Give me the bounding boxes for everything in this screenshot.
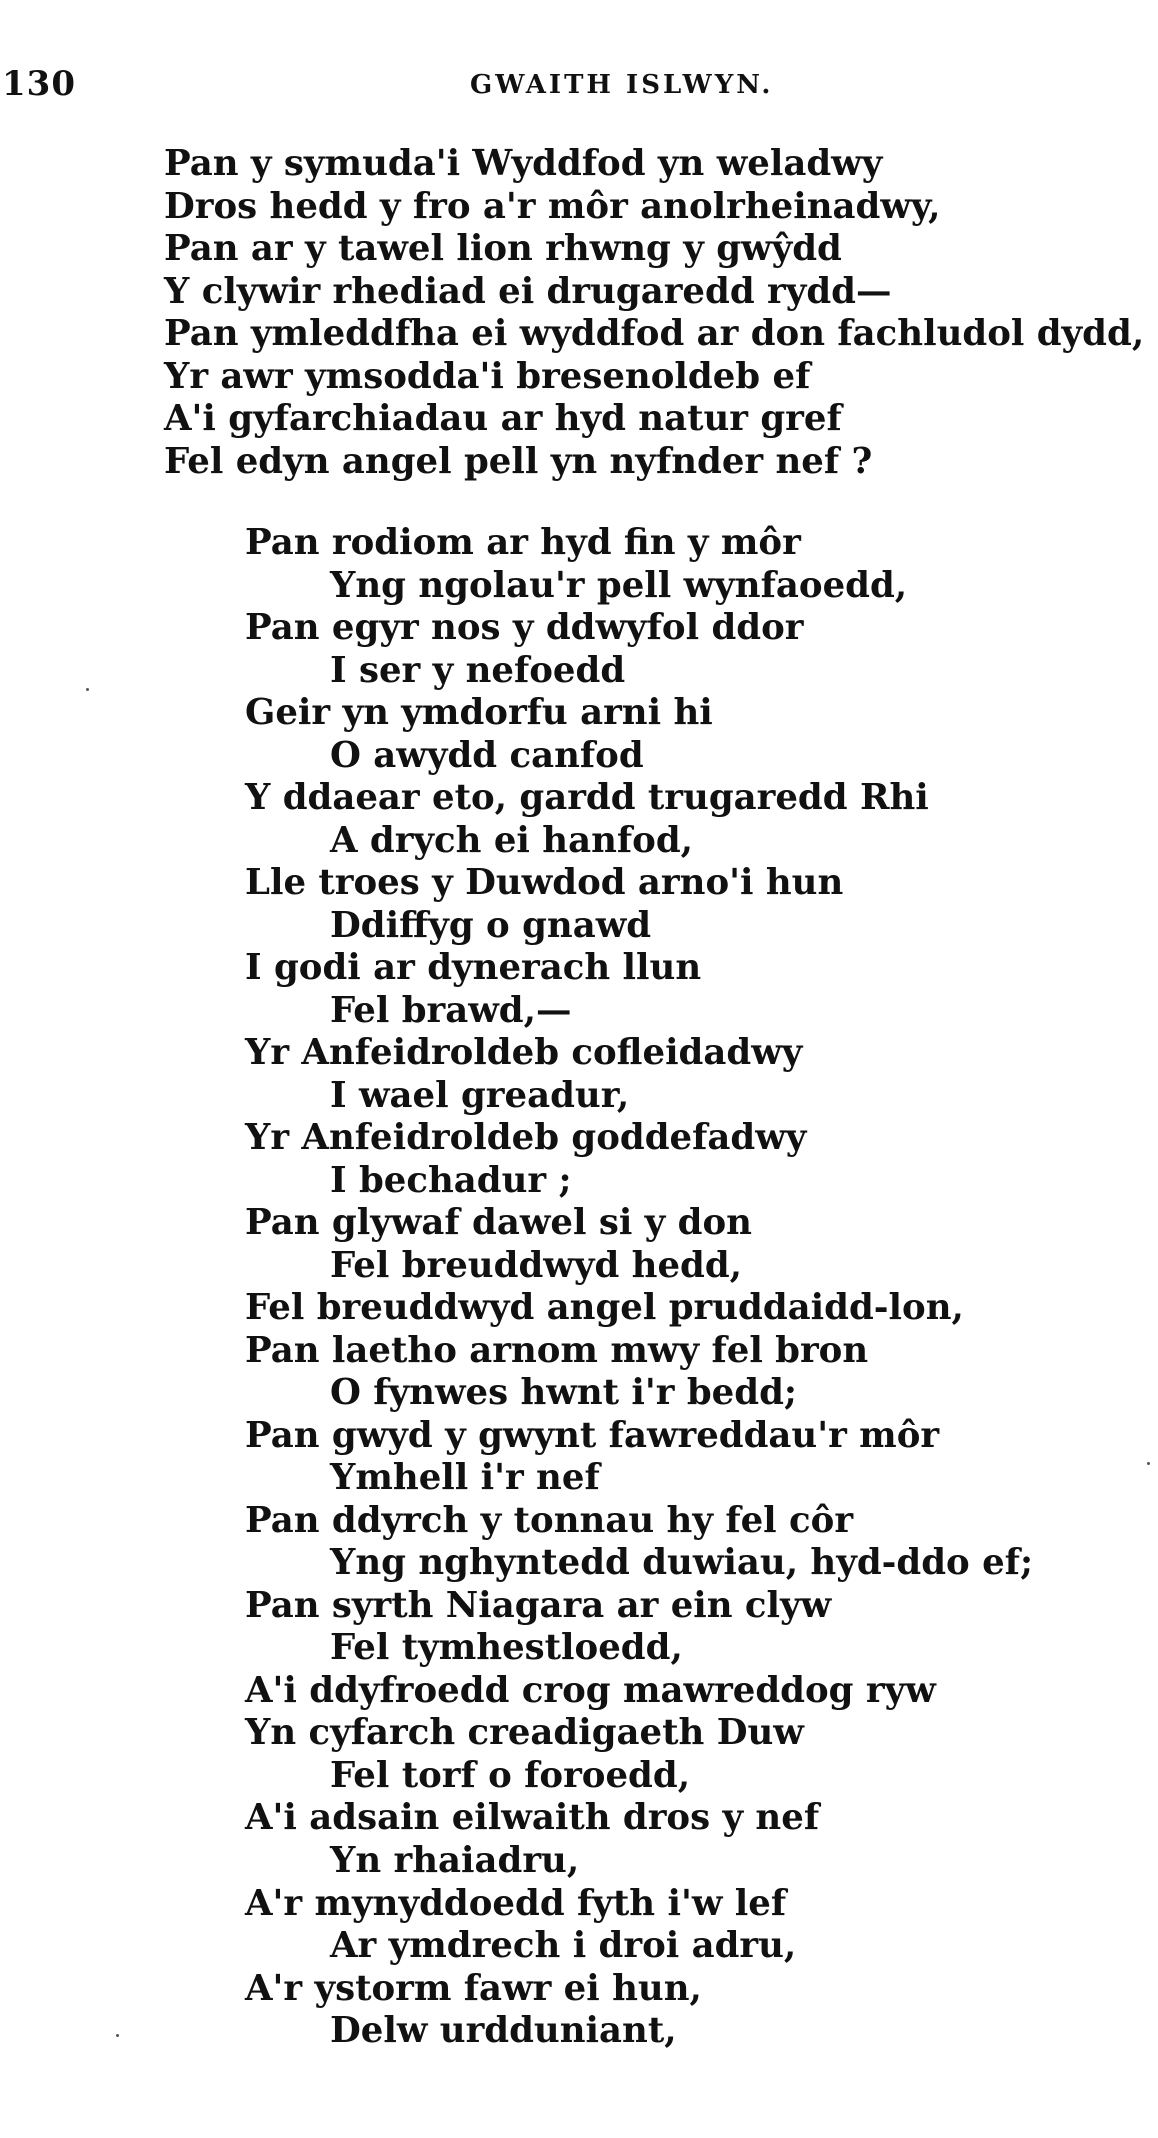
stanza-1 [164,143,1144,483]
poem-line: Yng nghyntedd duwiau, hyd-ddo ef; [330,1542,1034,1584]
poem-line: Yn cyfarch creadigaeth Duw [245,1712,804,1754]
poem-line: A'i ddyfroedd crog mawreddog ryw [245,1669,936,1711]
poem-line: I ser y nefoedd [330,649,626,691]
poem-line: A'i adsain eilwaith dros y nef [245,1797,820,1839]
poem-line: I godi ar dynerach llun [245,947,702,989]
poem-line: Dros hedd y fro a'r môr anolrheinadwy, [164,185,941,227]
poem-line: O awydd canfod [330,734,644,776]
poem-line: Yr awr ymsodda'i bresenoldeb ef [164,355,811,397]
poem-line: Pan syrth Niagara ar ein clyw [245,1584,832,1626]
ink-speck [1147,1462,1150,1465]
poem-line: Fel tymhestloedd, [330,1627,683,1669]
poem-line: Pan rodiom ar hyd fin y môr [245,522,801,563]
poem-line: Ymhell i'r nef [330,1457,600,1499]
poem-line: Lle troes y Duwdod arno'i hun [245,862,844,904]
poem-line: Pan ar y tawel lion rhwng y gwŷdd [164,228,842,269]
poem-line: Yng ngolau'r pell wynfaoedd, [330,564,908,606]
poem-line: Pan glywaf dawel si y don [245,1202,752,1244]
poem-line: Yr Anfeidroldeb cofleidadwy [245,1032,803,1074]
poem-line: Fel brawd,— [330,989,572,1031]
poem-line: Y ddaear eto, gardd trugaredd Rhi [245,777,929,819]
poem-line: Pan ymleddfha ei wyddfod ar don fachludol dydd, [164,313,1145,354]
poem-line: Geir yn ymdorfu arni hi [245,692,713,734]
poem-line: Fel breuddwyd angel pruddaidd-lon, [245,1287,964,1329]
poem-line: O fynwes hwnt i'r bedd; [330,1372,797,1414]
page-number: 130 [2,64,76,104]
poem-line: A drych ei hanfod, [330,819,694,861]
poem-line: Fel torf o foroedd, [330,1754,691,1796]
running-head [0,64,1158,104]
poem-line: Delw urdduniant, [330,2010,677,2052]
poem-line: Pan y symuda'i Wyddfod yn weladwy [164,143,883,184]
poem-line: Pan laetho arnom mwy fel bron [245,1329,869,1371]
poem-line: A'r mynyddoedd fyth i'w lef [245,1882,787,1924]
poem-line: Pan ddyrch y tonnau hy fel côr [245,1499,854,1541]
poem-line: I bechadur ; [330,1159,572,1201]
poem-line: I wael greadur, [330,1074,630,1116]
poem-line: Pan egyr nos y ddwyfol ddor [245,607,804,649]
poem-line: A'r ystorm fawr ei hun, [245,1967,702,2009]
ink-speck [116,2034,119,2037]
ink-speck [86,688,89,691]
poem-line: Ar ymdrech i droi adru, [330,1925,797,1967]
poem-line: Fel breuddwyd hedd, [330,1244,743,1286]
poem-line: Y clywir rhediad ei drugaredd rydd— [164,270,892,312]
running-title: GWAITH ISLWYN. [470,70,774,100]
poem-line: Pan gwyd y gwynt fawreddau'r môr [245,1414,940,1456]
poem-line: Yr Anfeidroldeb goddefadwy [245,1117,807,1159]
poem-line: Yn rhaiadru, [330,1839,580,1881]
poem-line: A'i gyfarchiadau ar hyd natur gref [164,398,842,439]
poem-line: Ddiffyg o gnawd [330,904,652,946]
stanza-2 [245,522,1033,2053]
poem-line: Fel edyn angel pell yn nyfnder nef ? [164,440,873,482]
